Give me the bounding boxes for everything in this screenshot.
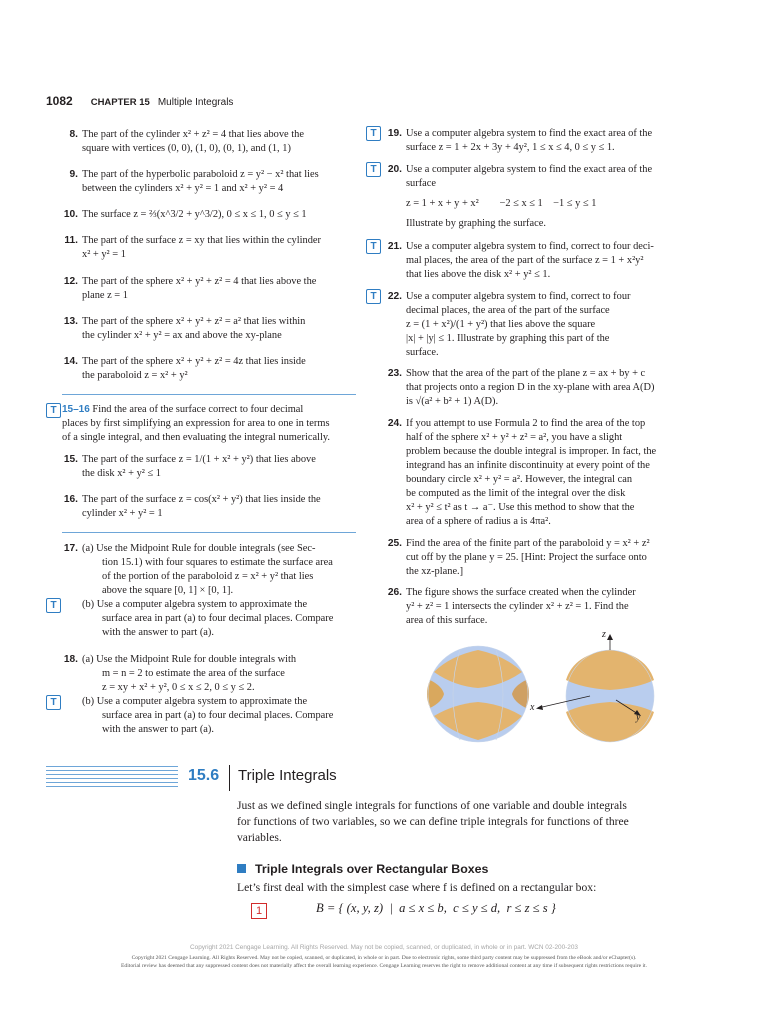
equation-number-box: 1	[251, 903, 267, 919]
group-15-16-intro	[62, 403, 362, 445]
tool-badge: T	[46, 598, 61, 613]
problem-line: area of a sphere of radius a is 4πa².	[406, 516, 551, 527]
tool-badge: T	[46, 403, 61, 418]
problem-line: x² + y² ≤ t² as t → a⁻. Use this method to show that the	[406, 502, 635, 513]
problem-line: surface z = 1 + 2x + 3y + 4y², 1 ≤ x ≤ 4, 0 ≤ y ≤ 1.	[406, 142, 615, 153]
problem-line: problem because the double integral is improper. In fact, the	[406, 446, 657, 457]
problem-line: The part of the cylinder x² + z² = 4 that lies above the	[82, 129, 304, 140]
part-b-line: (b) Use a computer algebra system to approximate the	[82, 696, 308, 707]
problem-number: 19.	[387, 128, 402, 139]
problem-line: The surface z = ⅔(x^3/2 + y^3/2), 0 ≤ x ≤ 1, 0 ≤ y ≤ 1	[82, 209, 307, 220]
part-b-line: (b) Use a computer algebra system to approximate the	[82, 599, 308, 610]
problem-number: 15.	[63, 454, 78, 465]
z-axis-arrow-icon	[607, 634, 613, 640]
problem-line: Use a computer algebra system to find the exact area of the	[406, 128, 653, 139]
subsection-heading	[237, 860, 488, 878]
problem-number: 25.	[387, 538, 402, 549]
part-a-line: of the portion of the paraboloid z = x² + y² that lies	[102, 571, 314, 582]
part-a-line: above the square [0, 1] × [0, 1].	[102, 585, 234, 596]
problem-line: The part of the surface z = xy that lies within the cylinder	[82, 235, 321, 246]
problem-line: cylinder x² + y² = 1	[82, 508, 163, 519]
problem-number: 8.	[69, 129, 78, 140]
page-header	[46, 92, 346, 110]
problem-line: that projects onto a region D in the xy-plane with area A(D)	[406, 382, 655, 393]
problem-line: mal places, the area of the part of the surface z = 1 + x²y²	[406, 255, 644, 266]
problem-number: 9.	[69, 169, 78, 180]
problem-line: boundary circle x² + y² = a². However, the integral can	[406, 474, 633, 485]
intersecting-cylinders-figure	[420, 628, 690, 756]
copyright-notice: Editorial review has deemed that any suppressed content does not materially affect the overall learning experience. Cengage Learning reserves the right to remove additional content at any time if subsequent rights restrictions require it.	[121, 963, 647, 969]
problem-line: The part of the hyperbolic paraboloid z = y² − x² that lies	[82, 169, 319, 180]
section-number: 15.6	[188, 767, 220, 784]
problem-number: 17.	[63, 543, 78, 554]
problem-line: is √(a² + b² + 1) A(D).	[406, 396, 499, 407]
problem-line: The part of the surface z = cos(x² + y²) that lies inside the	[82, 494, 321, 505]
problem-number: 10.	[63, 209, 78, 220]
section-divider	[62, 394, 356, 395]
problem-line: Show that the area of the part of the plane z = ax + by + c	[406, 368, 646, 379]
problem-number: 16.	[63, 494, 78, 505]
tool-badge: T	[46, 695, 61, 710]
part-b-line: with the answer to part (a).	[102, 724, 214, 735]
section-intro	[237, 798, 717, 846]
problem-line: the xz-plane.]	[406, 566, 464, 577]
problem-line: cut off by the plane y = 25. [Hint: Project the surface onto	[406, 552, 647, 563]
problem-line: between the cylinders x² + y² = 1 and x² + y² = 4	[82, 183, 284, 194]
problem-number: 14.	[63, 356, 78, 367]
surface-right-view	[566, 650, 654, 742]
x-axis-arrow-icon	[536, 705, 543, 710]
problem-line: Use a computer algebra system to find, correct to four deci-	[406, 241, 654, 252]
problem-line: half of the sphere x² + y² + z² = a², you have a slight	[406, 432, 623, 443]
problem-number: 13.	[63, 316, 78, 327]
section-divider	[62, 532, 356, 533]
problem-line: be computed as the limit of the integral over the disk	[406, 488, 626, 499]
problem-number: 26.	[387, 587, 402, 598]
problem-line: x² + y² = 1	[82, 249, 126, 260]
problem-line: z = (1 + x²)/(1 + y²) that lies above the square	[406, 319, 596, 330]
problem-line: The figure shows the surface created when the cylinder	[406, 587, 636, 598]
intro-line: Find the area of the surface correct to four decimal	[92, 404, 304, 415]
group-label: 15–16	[62, 404, 90, 415]
section-divider-bar	[229, 765, 230, 791]
page-number: 1082	[46, 94, 73, 108]
tool-badge: T	[366, 289, 381, 304]
square-bullet-icon	[237, 864, 246, 873]
problem-line: |x| + |y| ≤ 1. Illustrate by graphing this part of the	[406, 333, 610, 344]
part-a-line: z = xy + x² + y², 0 ≤ x ≤ 2, 0 ≤ y ≤ 2.	[102, 682, 255, 693]
chapter-label: CHAPTER 15	[90, 97, 150, 108]
problem-line: the disk x² + y² ≤ 1	[82, 468, 161, 479]
problem-line: area of this surface.	[406, 615, 488, 626]
intro-line: for functions of two variables, so we can define triple integrals for functions of three	[237, 815, 629, 828]
box-equation: B = { (x, y, z) | a ≤ x ≤ b, c ≤ y ≤ d, r ≤ z ≤ s }	[316, 901, 556, 915]
problem-line: the paraboloid z = x² + y²	[82, 370, 188, 381]
display-equation: z = 1 + x + y + x² −2 ≤ x ≤ 1 −1 ≤ y ≤ 1	[406, 198, 597, 209]
part-b-line: with the answer to part (a).	[102, 627, 214, 638]
problem-line: surface.	[406, 347, 439, 358]
problem-line: Use a computer algebra system to find, correct to four	[406, 291, 631, 302]
problem-number: 20.	[387, 164, 402, 175]
intro-line: of a single integral, and then evaluating the integral numerically.	[62, 432, 330, 443]
problem-line: The part of the surface z = 1/(1 + x² + y²) that lies above	[82, 454, 316, 465]
subsection-text: Let’s first deal with the simplest case where f is defined on a rectangular box:	[237, 881, 597, 894]
problem-line: decimal places, the area of the part of the surface	[406, 305, 610, 316]
problem-line: Use a computer algebra system to find the exact area of the	[406, 164, 653, 175]
problem-line: If you attempt to use Formula 2 to find the area of the top	[406, 418, 646, 429]
part-b-line: surface area in part (a) to four decimal places. Compare	[102, 613, 334, 624]
problem-number: 21.	[387, 241, 402, 252]
intro-line: variables.	[237, 831, 282, 844]
y-axis-label: y	[636, 712, 641, 723]
z-axis-label: z	[602, 629, 606, 640]
problem-line: that lies above the disk x² + y² ≤ 1.	[406, 269, 551, 280]
intro-line: Just as we defined single integrals for functions of one variable and double integrals	[237, 799, 627, 812]
x-axis-label: x	[530, 702, 535, 713]
problem-number: 18.	[63, 654, 78, 665]
problem-number: 22.	[387, 291, 402, 302]
problem-number: 11.	[64, 235, 78, 246]
part-a-line: tion 15.1) with four squares to estimate the surface area	[102, 557, 333, 568]
chapter-title: Multiple Integrals	[157, 97, 234, 108]
part-b-line: surface area in part (a) to four decimal places. Compare	[102, 710, 334, 721]
problem-line: plane z = 1	[82, 290, 128, 301]
tool-badge: T	[366, 162, 381, 177]
part-a-line: (a) Use the Midpoint Rule for double integrals (see Sec-	[82, 543, 316, 554]
problem-line: The part of the sphere x² + y² + z² = 4 that lies above the	[82, 276, 317, 287]
problem-line: integrand has an infinite discontinuity at every point of the	[406, 460, 650, 471]
part-a-line: m = n = 2 to estimate the area of the surface	[102, 668, 285, 679]
intro-line: places by first simplifying an expression for area to one in terms	[62, 418, 330, 429]
problem-line: The part of the sphere x² + y² + z² = a² that lies within	[82, 316, 306, 327]
problem-number: 23.	[387, 368, 402, 379]
problem-number: 12.	[63, 276, 78, 287]
subsection-title: Triple Integrals over Rectangular Boxes	[255, 862, 489, 876]
part-a-line: (a) Use the Midpoint Rule for double integrals with	[82, 654, 297, 665]
tool-badge: T	[366, 239, 381, 254]
copyright-notice: Copyright 2021 Cengage Learning. All Rights Reserved. May not be copied, scanned, or duplicated, in whole or in part. Due to electronic rights, some third party content may be suppressed from the eBook and/or eChapter(s).	[131, 955, 637, 961]
copyright-line: Copyright 2021 Cengage Learning. All Rights Reserved. May not be copied, scanned, or duplicated, in whole or in part. WCN 02-200-203	[190, 944, 578, 951]
problem-line: The part of the sphere x² + y² + z² = 4z that lies inside	[82, 356, 306, 367]
problem-line: y² + z² = 1 intersects the cylinder x² + z² = 1. Find the	[406, 601, 629, 612]
problem-line: Illustrate by graphing the surface.	[406, 218, 546, 229]
problem-line: Find the area of the finite part of the paraboloid y = x² + z²	[406, 538, 650, 549]
surface-left-view	[427, 646, 529, 742]
problem-line: surface	[406, 178, 436, 189]
section-title: Triple Integrals	[238, 767, 337, 784]
problem-number: 24.	[387, 418, 402, 429]
heading-rules	[46, 766, 178, 787]
problem-line: square with vertices (0, 0), (1, 0), (0, 1), and (1, 1)	[82, 143, 291, 154]
problem-line: the cylinder x² + y² = ax and above the xy-plane	[82, 330, 282, 341]
tool-badge: T	[366, 126, 381, 141]
